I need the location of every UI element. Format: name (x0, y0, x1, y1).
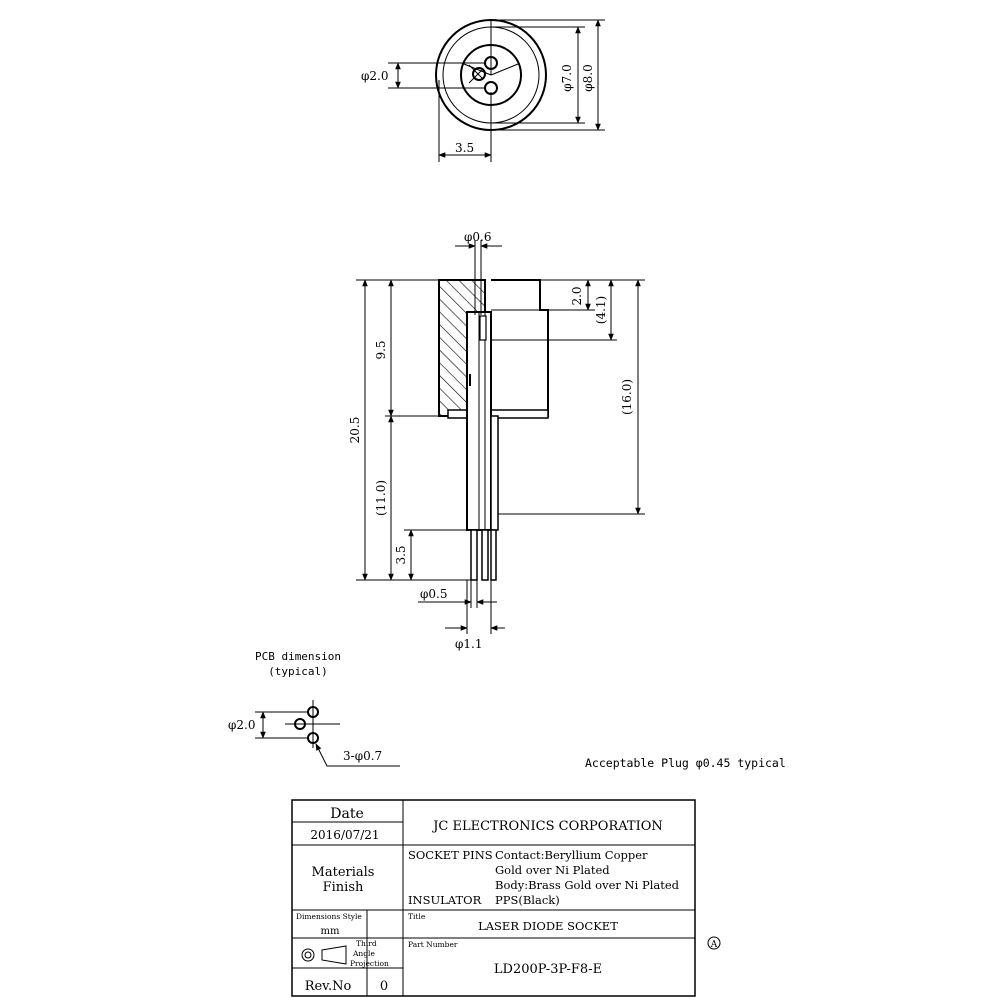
projection-symbol-cone (322, 946, 346, 964)
date-label: Date (330, 806, 364, 822)
pcb-pitch: φ2.0 (228, 718, 256, 732)
dim-top-depth-ref: (4.1) (594, 295, 608, 325)
date-value: 2016/07/21 (310, 828, 380, 842)
pcb-title: PCB dimension (254, 650, 342, 663)
dim-lead-length: (11.0) (374, 479, 388, 517)
dim-total-length: 20.5 (348, 416, 362, 444)
side-view (348, 230, 645, 651)
pcb-holes: 3-φ0.7 (343, 749, 383, 763)
rev-value: 0 (379, 979, 389, 994)
dim-style-value: mm (320, 926, 340, 937)
dim-top-small: φ2.0 (361, 69, 389, 83)
finish-label: Finish (322, 880, 364, 895)
body-outline (491, 280, 548, 416)
materials-label: Materials (311, 865, 375, 880)
lead-pin-1 (471, 530, 477, 580)
revision-mark-letter: A (710, 940, 718, 950)
dim-sleeve-dia: φ1.1 (455, 637, 483, 651)
plug-note: Acceptable Plug φ0.45 typical (585, 756, 786, 770)
part-number-value: LD200P-3P-F8-E (493, 962, 603, 977)
title-block (292, 800, 720, 996)
segment-lines (464, 20, 518, 75)
insulator-label: INSULATOR (408, 893, 482, 907)
socket-pins-label: SOCKET PINS (408, 848, 493, 862)
projection-symbol-circle (302, 949, 314, 961)
dim-top-pin: φ0.6 (464, 230, 492, 244)
dim-lead-tip: 3.5 (394, 545, 408, 565)
dim-inner-dia: φ7.0 (560, 64, 574, 92)
company-name: JC ELECTRONICS CORPORATION (433, 819, 663, 834)
title-label: Title (408, 912, 426, 921)
pcb-dimension (228, 650, 400, 766)
part-number-label: Part Number (408, 940, 458, 949)
insulator-value: PPS(Black) (495, 893, 560, 907)
dim-outer-dia: φ8.0 (581, 64, 595, 92)
dim-pin-dia: φ0.5 (420, 587, 448, 601)
socket-pins-line3: Body:Brass Gold over Ni Plated (495, 878, 680, 892)
projection-line3: Projection (350, 959, 389, 968)
projection-line1: Third (356, 939, 377, 948)
dim-body-length: 9.5 (374, 340, 388, 360)
lead-pin-3 (491, 530, 496, 580)
dim-overall-ref: (16.0) (620, 378, 634, 416)
dim-style-label: Dimensions Style (296, 912, 362, 921)
top-view (361, 20, 605, 162)
projection-line2: Angle (353, 949, 375, 958)
rev-label: Rev.No (304, 979, 352, 994)
title-value: LASER DIODE SOCKET (478, 919, 618, 933)
lead-pin-2 (482, 530, 488, 580)
dim-top-depth: 2.0 (570, 286, 584, 306)
socket-pins-line1: Contact:Beryllium Copper (495, 848, 648, 862)
pcb-subtitle: (typical) (268, 665, 328, 678)
socket-pins-line2: Gold over Ni Plated (495, 863, 610, 877)
dim-top-width: 3.5 (455, 141, 475, 155)
